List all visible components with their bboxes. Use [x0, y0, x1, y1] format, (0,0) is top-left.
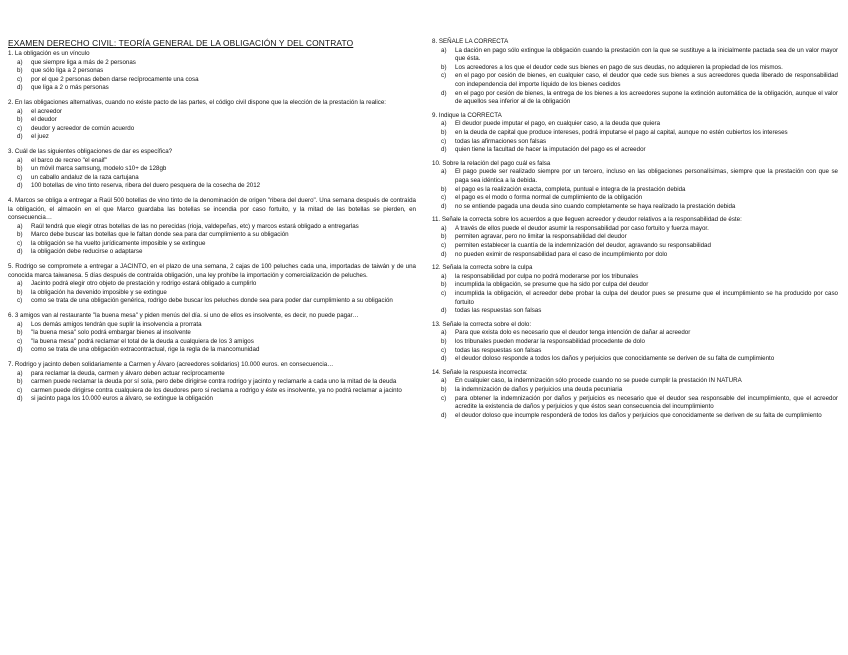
answer-option: b) "la buena mesa" solo podrá embargar bienes al insolvente — [17, 329, 191, 337]
answer-option: d) el juez — [17, 133, 49, 141]
question-stem: 10. Sobre la relación del pago cuál es falsa — [432, 159, 551, 167]
question-stem: 7. Rodrigo y jacinto deben solidariamente a Carmen y Álvaro (acreedores solidarios) 10.000 euros. en consecuencia… — [8, 361, 334, 368]
question-2 — [8, 99, 416, 142]
answer-option: b) en la deuda de capital que produce intereses, podrá imputarse el pago al capital, aunque no estén cubiertos los intereses — [441, 128, 788, 136]
answer-option: a) Los demás amigos tendrán que suplir la insolvencia a prorrata — [17, 320, 202, 328]
answer-option: d) si jacinto paga los 10.000 euros a álvaro, se extingue la obligación — [17, 395, 213, 403]
question-stem: 12. Señala la correcta sobre la culpa — [432, 264, 533, 272]
answer-option: c) la obligación se ha vuelto jurídicamente imposible y se extingue — [17, 239, 206, 247]
answer-option: b) que sólo liga a 2 personas — [17, 67, 104, 75]
question-stem: 11. Señale la correcta sobre los acuerdos a que lleguen acreedor y deudor relativos a la responsabilidad de éste: — [432, 216, 742, 224]
answer-option: b) los tribunales pueden moderar la responsabilidad procedente de dolo — [441, 338, 645, 345]
answer-option: b) Marco debe buscar las botellas que le faltan donde sea para dar cumplimiento a su obligación — [17, 231, 289, 239]
answer-option: c) para obtener la indemnización por daños y perjuicios es necesario que el deudor sea responsable del incumplimiento, que el acreedor acredite la existencia de daños y perjuicios y que éstos sean consecuencia del incumplimiento — [441, 394, 838, 411]
answer-option: a) El pago puede ser realizado siempre por un tercero, incluso en las obligaciones personalísimas, siempre que la prestación con que se paga sea idéntica a la debida. — [441, 168, 838, 184]
answer-option: c) en el pago por cesión de bienes, en cualquier caso, el deudor que cede sus bienes a sus acreedores queda liberado de responsabilidad con independencia del importe líquido de los bienes cedidos — [441, 72, 838, 88]
answer-option: b) un móvil marca samsung, modelo s10+ de 128gb — [17, 165, 167, 173]
answer-option: a) A través de ellos puede el deudor asumir la responsabilidad por caso fortuito y fuerza mayor. — [441, 224, 709, 232]
question-14 — [432, 369, 838, 421]
question-stem: 3. Cuál de las siguientes obligaciones de dar es específica? — [8, 147, 173, 155]
answer-option: d) como se trata de una obligación extracontractual, rige la regla de la mancomunidad — [17, 346, 260, 354]
answer-option: c) permiten establecer la cuantía de la indemnización del deudor, agravando su responsabilidad — [441, 242, 711, 250]
left-column — [8, 38, 416, 404]
question-3 — [8, 148, 416, 191]
answer-option: d) no pueden eximir de responsabilidad para el caso de incumplimiento por dolo — [441, 250, 668, 258]
question-stem: 2. En las obligaciones alternativas, cuando no existe pacto de las partes, el código civil dispone que la elección de la prestación la realice: — [8, 98, 387, 106]
answer-option: a) que siempre liga a más de 2 personas — [17, 58, 136, 66]
answer-option: d) no se entiende pagada una deuda sino cuando completamente se haya realizado la prestación debida — [441, 202, 736, 210]
right-column — [432, 38, 838, 420]
question-1 — [8, 50, 416, 93]
question-stem: 14. Señale la respuesta incorrecta: — [432, 368, 528, 376]
question-10 — [432, 160, 838, 212]
question-4 — [8, 197, 416, 257]
answer-option: a) Jacinto podrá elegir otro objeto de prestación y rodrigo estará obligado a cumplirlo — [17, 280, 257, 288]
question-5 — [8, 263, 416, 306]
answer-option: b) la obligación ha devenido imposible y se extingue — [17, 288, 167, 296]
question-6 — [8, 312, 416, 355]
question-13 — [432, 321, 838, 364]
answer-option: a) Raúl tendrá que elegir otras botellas de las no perecidas (rioja, valdepeñas, etc) y marcos estará obligado a entregarlas — [17, 222, 359, 230]
answer-option: d) quien tiene la facultad de hacer la imputación del pago es el acreedor — [441, 146, 646, 154]
answer-option: c) deudor y acreedor de común acuerdo — [17, 124, 135, 132]
answer-option: b) carmen puede reclamar la deuda por sí sola, pero debe dirigirse contra rodrigo y jacinto y reclamarle a cada uno la mitad de la deuda — [17, 378, 397, 386]
answer-option: a) para reclamar la deuda, carmen y álvaro deben actuar recíprocamente — [17, 369, 225, 377]
answer-option: d) en el pago por cesión de bienes, la entrega de los bienes a los acreedores supone la extinción automática de la obligación, aunque el valor de aquellos sea inferior al de la obligación — [441, 89, 838, 106]
answer-option: c) todas las respuestas son falsas — [441, 346, 542, 354]
question-stem: 8. SEÑALE LA CORRECTA — [432, 38, 509, 45]
answer-option: a) el barco de recreo "el enaif" — [17, 156, 107, 164]
answer-option: a) En cualquier caso, la indemnización sólo procede cuando no se puede cumplir la prestación IN NATURA — [441, 377, 742, 385]
question-7 — [8, 361, 416, 404]
question-stem: 13. Señale la correcta sobre el dolo: — [432, 320, 532, 328]
answer-option: b) incumplida la obligación, se presume que ha sido por culpa del deudor — [441, 281, 649, 289]
question-8 — [432, 38, 838, 107]
question-12 — [432, 264, 838, 316]
answer-option: d) el deudor doloso que incumple responderá de todos los daños y perjuicios que conocidamente se deriven de su falta de cumplimiento — [441, 411, 822, 419]
answer-option: c) como se trata de una obligación genérica, rodrigo debe buscar los peluches donde sea para poder dar cumplimiento a su obligación — [17, 297, 393, 305]
answer-option: a) El deudor puede imputar el pago, en cualquier caso, a la deuda que quiera — [441, 120, 661, 128]
exam-title: EXAMEN DERECHO CIVIL: TEORÍA GENERAL DE LA OBLIGACIÓN Y DEL CONTRATO — [8, 38, 354, 48]
answer-option: c) "la buena mesa" podrá reclamar el total de la deuda a cualquiera de los 3 amigos — [17, 337, 254, 345]
answer-option: b) permiten agravar, pero no limitar la responsabilidad del deudor — [441, 233, 627, 241]
answer-option: b) el pago es la realización exacta, completa, puntual e íntegra de la prestación debida — [441, 185, 686, 193]
answer-option: c) el pago es el modo o forma normal de cumplimiento de la obligación — [441, 194, 643, 202]
question-stem: 1. La obligación es un vínculo — [8, 50, 90, 57]
answer-option: d) que liga a 2 o más personas — [17, 84, 109, 92]
answer-option: a) el acreedor — [17, 107, 62, 115]
answer-option: c) carmen puede dirigirse contra cualquiera de los deudores pero si reclama a rodrigo y éste es insolvente, ya no podrá reclamar a jacinto — [17, 386, 402, 394]
answer-option: c) un caballo andaluz de la raza cartujana — [17, 173, 139, 181]
answer-option: a) La dación en pago sólo extingue la obligación cuando la prestación con la que se sustituye a la inicialmente pactada sea de un valor mayor que ésta. — [441, 46, 838, 63]
answer-option: d) 100 botellas de vino tinto reserva, ribera del duero pesquera de la cosecha de 2012 — [17, 182, 261, 190]
question-9 — [432, 112, 838, 155]
answer-option: d) la obligación debe reducirse o adaptarse — [17, 248, 143, 256]
answer-option: d) todas las respuestas son falsas — [441, 307, 542, 315]
answer-option: d) el deudor doloso responde a todos los daños y perjuicios que conocidamente se deriven de su falta de cumplimiento — [441, 355, 775, 363]
answer-option: b) Los acreedores a los que el deudor cede sus bienes en pago de sus deudas, no adquieren la propiedad de los mismos. — [441, 63, 783, 71]
question-11 — [432, 216, 838, 259]
answer-option: c) incumplida la obligación, el acreedor debe probar la culpa del deudor pues se presume que el incumplimiento se ha producido por caso fortuito — [441, 290, 838, 306]
question-stem: 5. Rodrigo se compromete a entregar a JACINTO, en el plazo de una semana, 2 cajas de 100 peluches cada una, importadas de taiwán y de una conocida marca taiwanesa. 5 días después de contraída obligación, una ley prohíbe la importación y comercialización de peluches. — [8, 263, 416, 279]
answer-option: c) por el que 2 personas deben darse recíprocamente una cosa — [17, 75, 199, 83]
answer-option: b) el deudor — [17, 116, 57, 124]
answer-option: a) Para que exista dolo es necesario que el deudor tenga intención de dañar al acreedor — [441, 329, 691, 337]
question-stem: 9. Indique la CORRECTA — [432, 111, 502, 119]
question-stem: 4. Marcos se obliga a entregar a Raúl 500 botellas de vino tinto de la denominación de origen "ribera del duero". Una semana después de contraída la obligación, el almacén en el que Marco guardaba las botellas se incendia por caso fortuito, y la mitad de las botellas se pierden, en consecuencia… — [8, 196, 416, 222]
answer-option: a) la responsabilidad por culpa no podrá moderarse por los tribunales — [441, 272, 639, 280]
answer-option: c) todas las afirmaciones son falsas — [441, 137, 547, 145]
question-stem: 6. 3 amigos van al restaurante "la buena mesa" y piden menús del día. si uno de ellos es insolvente, es decir, no puede pagar… — [8, 312, 359, 320]
answer-option: b) la indemnización de daños y perjuicios una deuda pecuniaria — [441, 385, 623, 393]
